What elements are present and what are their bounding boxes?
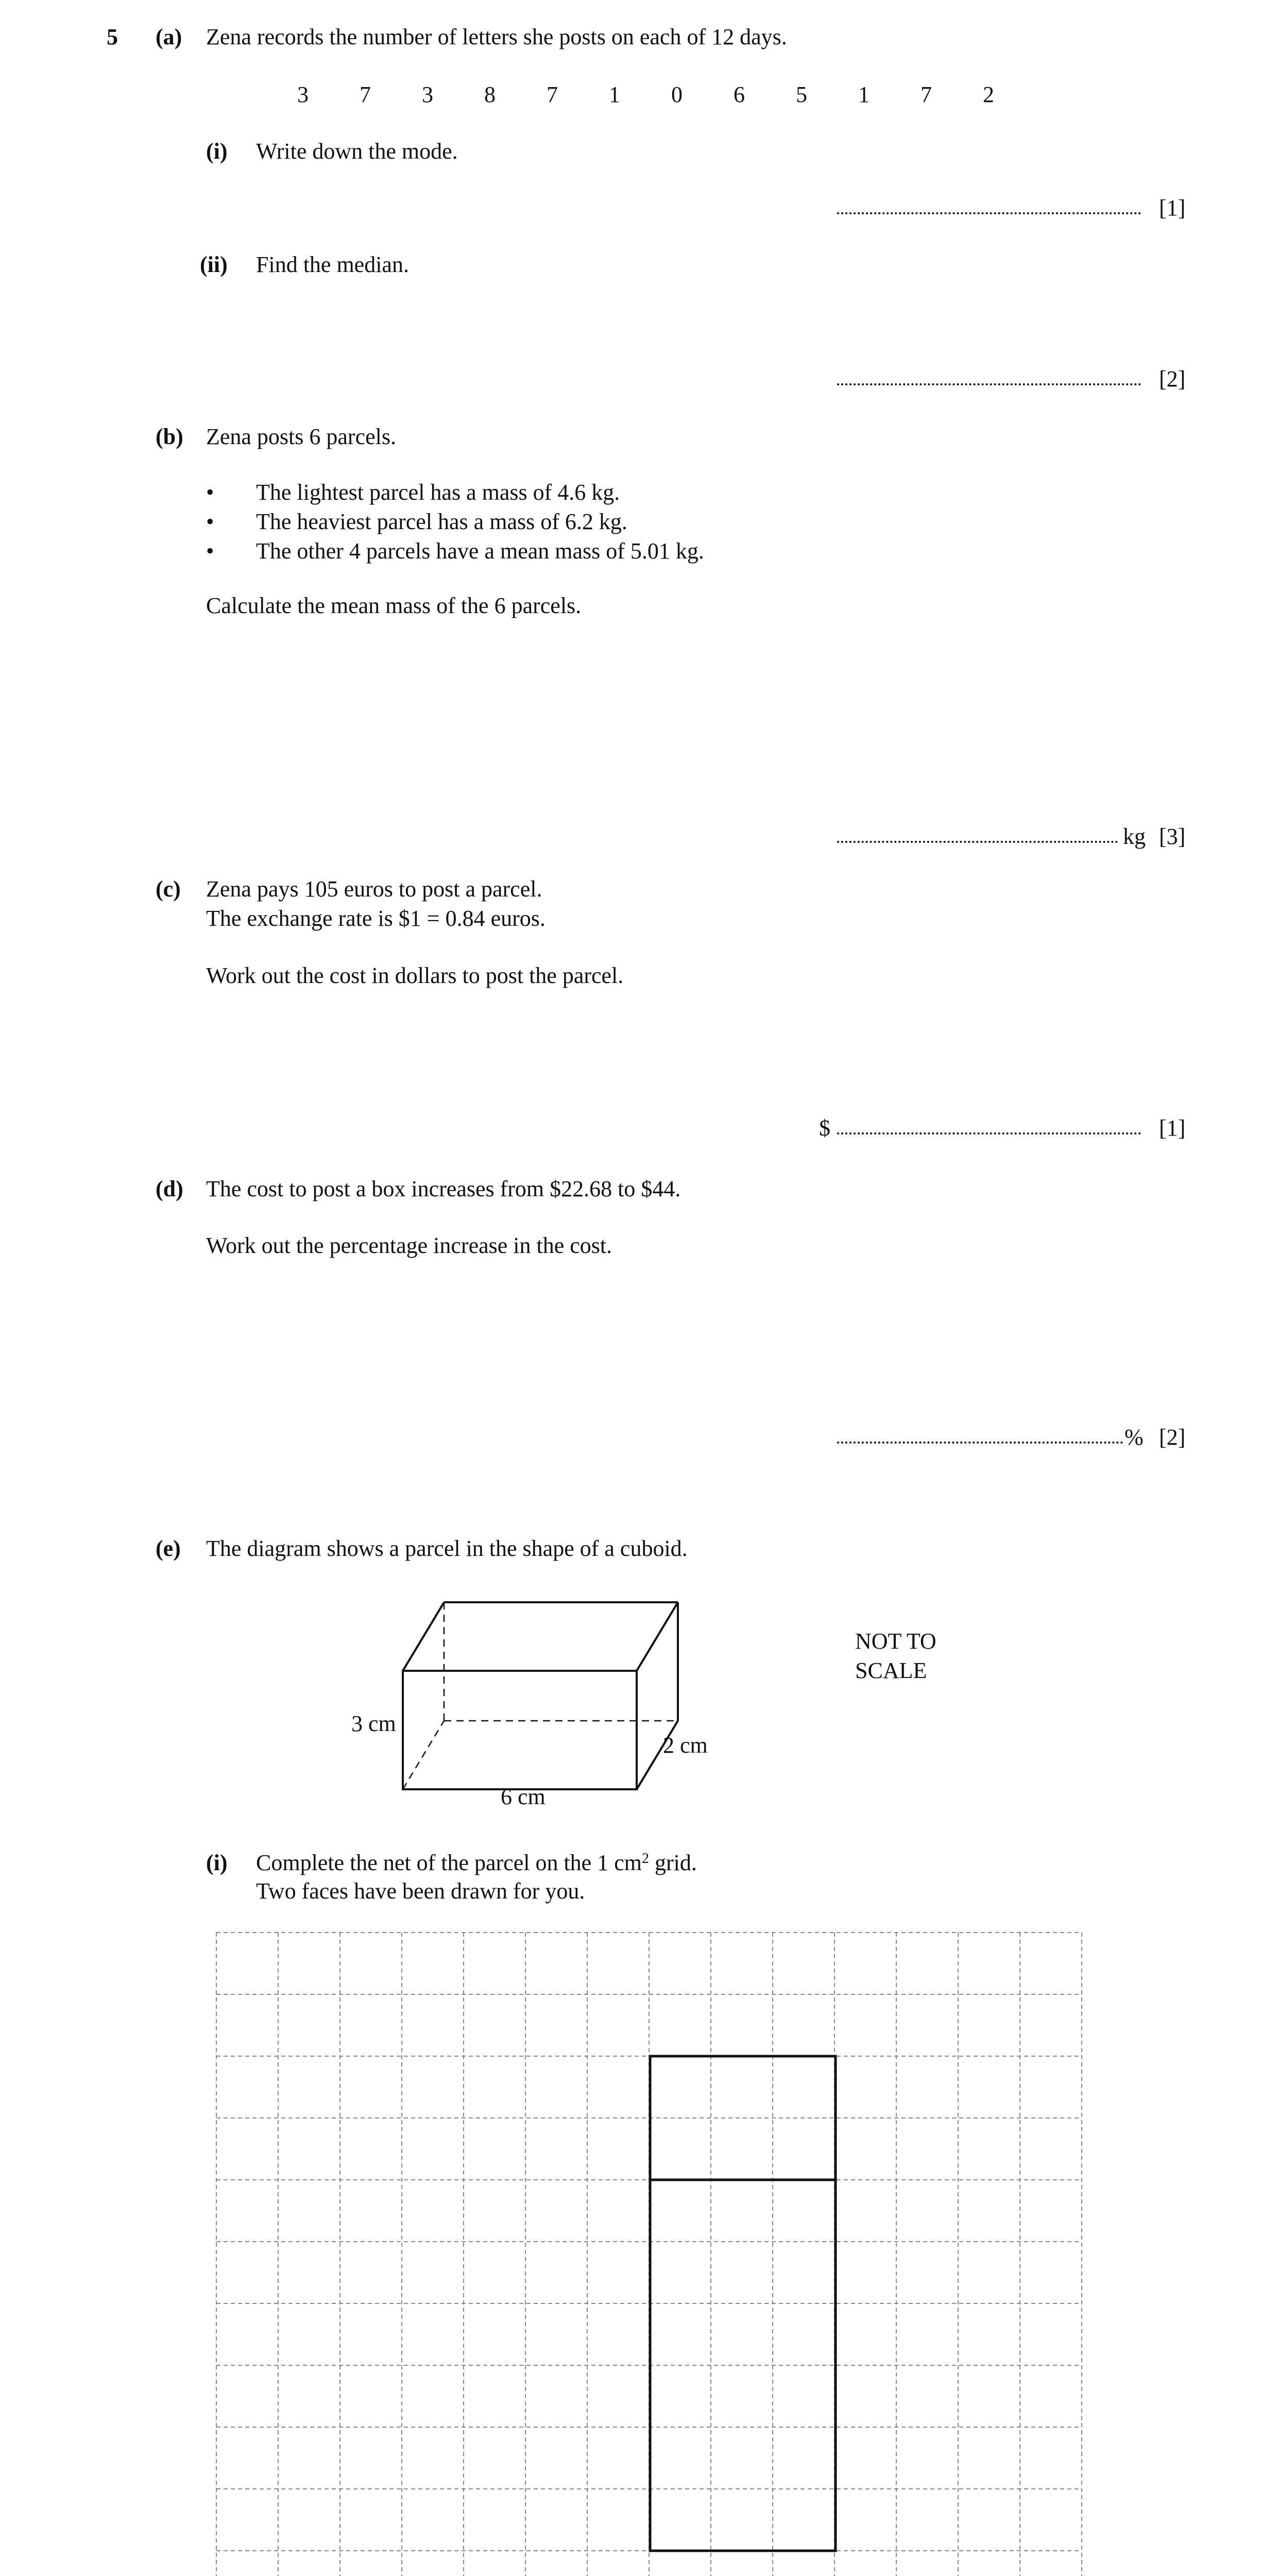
bullet-item: The lightest parcel has a mass of 4.6 kg.: [256, 480, 620, 505]
cuboid-front-face: [403, 1671, 637, 1789]
part-a-label: (a): [156, 24, 182, 49]
part-a-ii-text: Find the median.: [256, 252, 409, 277]
data-value: 3: [297, 82, 309, 107]
dim-length-label: 6 cm: [501, 1784, 546, 1809]
part-e-i-line1-end: grid.: [649, 1850, 697, 1875]
data-value: 5: [796, 82, 807, 107]
part-e-i-line1: [256, 1850, 697, 1876]
not-to-scale-line2: SCALE: [855, 1658, 927, 1683]
part-b-label: (b): [156, 424, 183, 449]
unit-b: kg: [1123, 824, 1146, 849]
data-value: 1: [858, 82, 870, 107]
part-a-ii-label: (ii): [200, 252, 228, 277]
data-value: 0: [671, 82, 683, 107]
currency-prefix-c: $: [819, 1115, 830, 1141]
cuboid-edge: [637, 1602, 678, 1671]
part-d-label: (d): [156, 1176, 183, 1201]
part-e-i-line1-text: Complete the net of the parcel on the 1 cm: [256, 1850, 642, 1875]
answer-line-c[interactable]: [837, 1132, 1141, 1134]
part-c-instruction: Work out the cost in dollars to post the parcel.: [206, 963, 624, 988]
marks-a-ii: [2]: [1159, 366, 1186, 392]
not-to-scale-line1: NOT TO: [855, 1629, 936, 1654]
part-c-line1: Zena pays 105 euros to post a parcel.: [206, 876, 542, 902]
part-c-label: (c): [156, 876, 181, 902]
question-number: 5: [107, 24, 118, 49]
marks-d: [2]: [1159, 1425, 1186, 1450]
part-e-i-label: (i): [206, 1850, 228, 1875]
part-c-line2: The exchange rate is $1 = 0.84 euros.: [206, 906, 546, 931]
bullet-item: The heaviest parcel has a mass of 6.2 kg.: [256, 509, 627, 534]
bullet-marker: •: [206, 538, 214, 564]
answer-line-d[interactable]: [837, 1442, 1123, 1444]
answer-line-a-ii[interactable]: [837, 383, 1141, 385]
data-value: 6: [734, 82, 745, 107]
part-d-line1: The cost to post a box increases from $22.68 to $44.: [206, 1176, 681, 1201]
dim-height-label: 3 cm: [351, 1711, 396, 1736]
data-value: 7: [921, 82, 932, 107]
data-value: 8: [484, 82, 496, 107]
part-e-i-line2: Two faces have been drawn for you.: [256, 1878, 585, 1904]
dim-depth-label: 2 cm: [663, 1733, 708, 1758]
part-a-stem: Zena records the number of letters she posts on each of 12 days.: [206, 24, 787, 49]
bullet-item: The other 4 parcels have a mean mass of 5.01 kg.: [256, 538, 704, 564]
cuboid-edge: [403, 1602, 444, 1671]
answer-line-b[interactable]: [837, 841, 1118, 843]
data-value: 3: [422, 82, 433, 107]
data-value: 2: [983, 82, 994, 107]
squared-superscript: 2: [641, 1851, 649, 1867]
data-value: 7: [547, 82, 558, 107]
marks-b: [3]: [1159, 824, 1186, 849]
part-e-label: (e): [156, 1536, 181, 1561]
part-a-i-text: Write down the mode.: [256, 139, 458, 164]
bullet-marker: •: [206, 509, 214, 534]
part-b-stem: Zena posts 6 parcels.: [206, 424, 396, 449]
net-drawing-area[interactable]: [216, 1933, 1082, 2576]
unit-d: %: [1124, 1425, 1144, 1450]
marks-a-i: [1]: [1159, 195, 1186, 221]
part-b-instruction: Calculate the mean mass of the 6 parcels.: [206, 593, 582, 618]
bullet-marker: •: [206, 480, 214, 505]
cuboid-hidden-edge: [403, 1721, 444, 1789]
part-d-instruction: Work out the percentage increase in the cost.: [206, 1233, 612, 1258]
data-value: 7: [360, 82, 371, 107]
answer-line-a-i[interactable]: [837, 212, 1141, 214]
part-a-i-label: (i): [206, 139, 228, 164]
part-e-stem: The diagram shows a parcel in the shape of a cuboid.: [206, 1536, 688, 1561]
marks-c: [1]: [1159, 1115, 1186, 1141]
data-value: 1: [609, 82, 620, 107]
